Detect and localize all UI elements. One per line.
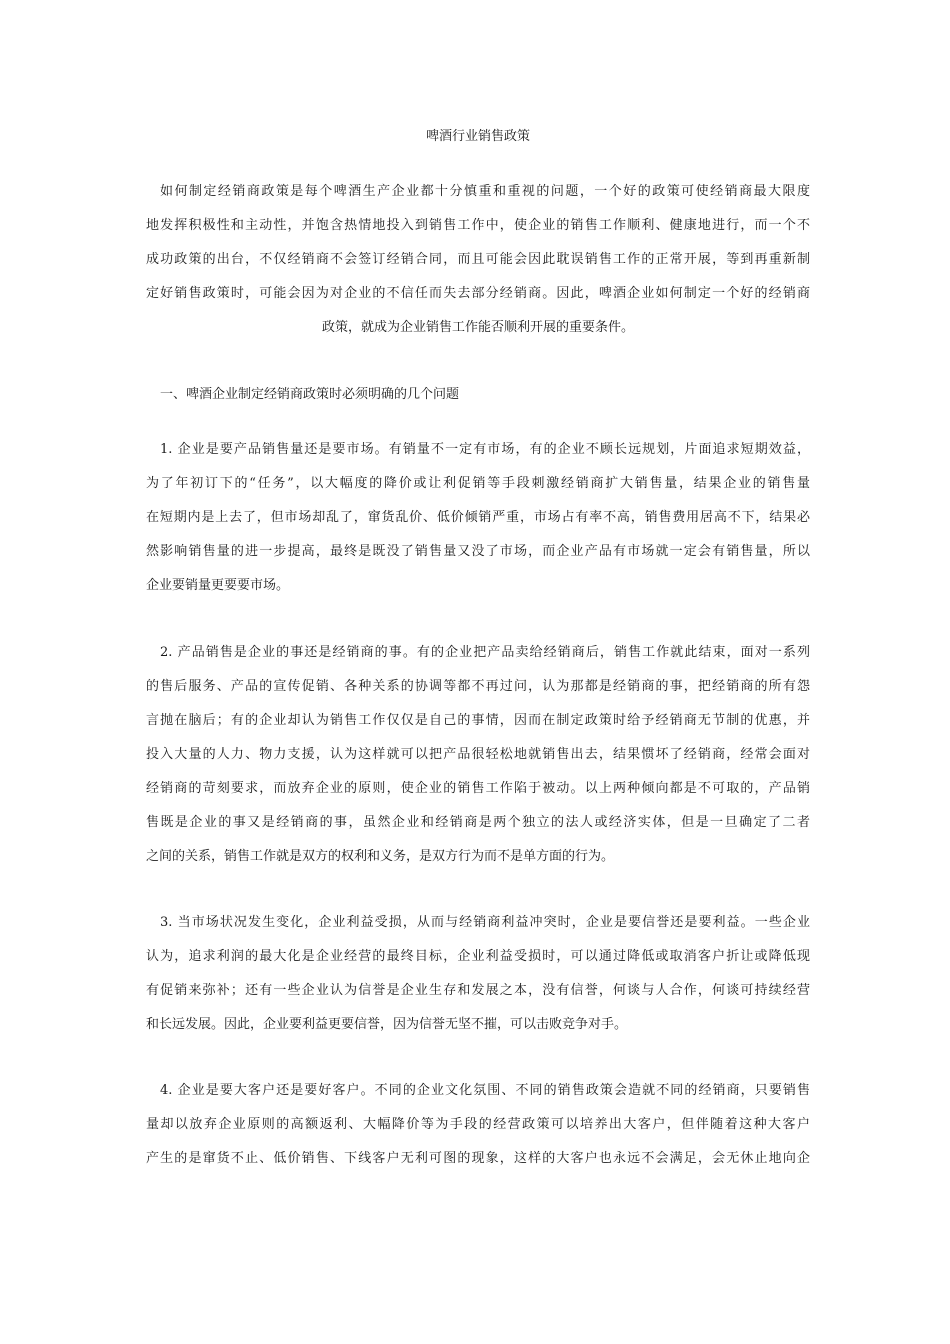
intro-line-4: 定好销售政策时，可能会因为对企业的不信任而失去部分经销商。因此，啤酒企业如何制定一个好的经销商 [146,286,810,301]
document-title: 啤酒行业销售政策 [425,129,530,144]
item2-line-5: 经销商的苛刻要求，而放弃企业的原则，使企业的销售工作陷于被动。以上两种倾向都是不可取的，产品销 [146,781,810,796]
item3-line-1: 3. 当市场状况发生变化，企业利益受损，从而与经销商利益冲突时，企业是要信誉还是要利益。一些企业 [160,915,810,930]
item3-line-2: 认为，追求利润的最大化是企业经营的最终目标，企业利益受损时，可以通过降低或取消客户折让或降低现 [146,949,810,964]
item2-line-4: 投入大量的人力、物力支援，认为这样就可以把产品很轻松地就销售出去，结果惯坏了经销商，经常会面对 [146,747,810,762]
item2-line-6: 售既是企业的事又是经销商的事，虽然企业和经销商是两个独立的法人或经济实体，但是一旦确定了二者 [146,815,810,830]
intro-line-3: 成功政策的出台，不仅经销商不会签订经销合同，而且可能会因此耽误销售工作的正常开展，等到再重新制 [146,252,810,267]
item3-line-4: 和长远发展。因此，企业要利益更要信誉，因为信誉无坚不摧，可以击败竞争对手。 [146,1017,628,1032]
item2-line-1: 2. 产品销售是企业的事还是经销商的事。有的企业把产品卖给经销商后，销售工作就此结束，面对一系列 [160,645,810,660]
item1-line-5: 企业要销量更要要市场。 [146,578,290,593]
item1-line-4: 然影响销售量的进一步提高，最终是既没了销售量又没了市场，而企业产品有市场就一定会有销售量，所以 [146,544,810,559]
item2-line-7: 之间的关系，销售工作就是双方的权利和义务，是双方行为而不是单方面的行为。 [146,849,615,864]
item4-line-2: 量却以放弃企业原则的高额返利、大幅降价等为手段的经营政策可以培养出大客户，但伴随着这种大客户 [146,1117,810,1132]
intro-line-1: 如何制定经销商政策是每个啤酒生产企业都十分慎重和重视的问题，一个好的政策可使经销商最大限度 [160,184,810,199]
item3-line-3: 有促销来弥补；还有一些企业认为信誉是企业生存和发展之本，没有信誉，何谈与人合作，何谈可持续经营 [146,983,810,998]
item1-line-1: 1. 企业是要产品销售量还是要市场。有销量不一定有市场，有的企业不顾长远规划，片面追求短期效益， [160,442,810,457]
item1-line-3: 在短期内是上去了，但市场却乱了，窜货乱价、低价倾销严重，市场占有率不高，销售费用居高不下，结果必 [146,510,810,525]
item1-line-2: 为了年初订下的“任务”，以大幅度的降价或让利促销等手段刺激经销商扩大销售量，结果企业的销售量 [146,476,810,491]
intro-line-5: 政策，就成为企业销售工作能否顺利开展的重要条件。 [321,320,634,335]
item2-line-2: 的售后服务、产品的宣传促销、各种关系的协调等都不再过问，认为那都是经销商的事，把经销商的所有怨 [146,679,810,694]
section-heading: 一、啤酒企业制定经销商政策时必须明确的几个问题 [160,387,460,402]
intro-line-2: 地发挥积极性和主动性，并饱含热情地投入到销售工作中，使企业的销售工作顺利、健康地进行，而一个不 [146,218,810,233]
item4-line-3: 产生的是窜货不止、低价销售、下线客户无利可图的现象，这样的大客户也永远不会满足，会无休止地向企 [146,1151,810,1166]
item4-line-1: 4. 企业是要大客户还是要好客户。不同的企业文化氛围、不同的销售政策会造就不同的经销商，只要销售 [160,1083,810,1098]
item2-line-3: 言抛在脑后；有的企业却认为销售工作仅仅是自己的事情，因而在制定政策时给予经销商无节制的优惠，并 [146,713,810,728]
